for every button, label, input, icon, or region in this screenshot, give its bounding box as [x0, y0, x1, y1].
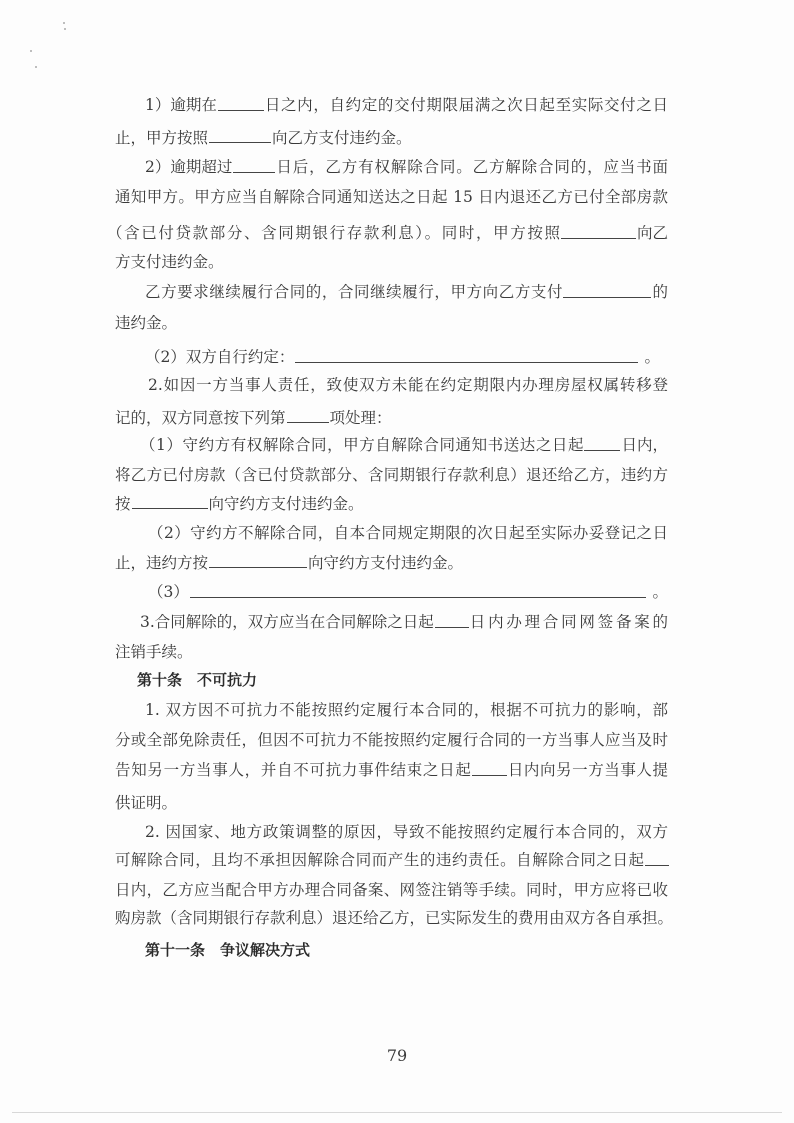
scan-speck — [35, 66, 37, 68]
fill-blank[interactable] — [561, 222, 636, 239]
line-text: 乙方要求继续履行合同的，合同继续履行，甲方向乙方支付 — [145, 283, 563, 301]
line-text: 向乙 — [636, 224, 668, 242]
line-text: 3.合同解除的，双方应当在合同解除之日起 — [140, 613, 434, 631]
line-text: 。 — [652, 583, 668, 601]
fill-blank[interactable] — [209, 551, 307, 568]
line-text: 向守约方支付违约金。 — [308, 554, 464, 572]
paragraph-line: 日内，乙方应当配合甲方办理合同备案、网签注销等手续。同时，甲方应将已收 — [115, 881, 668, 899]
line-text: 日内办理合同网签备案的 — [469, 613, 668, 631]
line-text: 按 — [115, 495, 131, 513]
paragraph-line: 注销手续。 — [115, 643, 193, 661]
paragraph-line — [115, 406, 392, 428]
line-text: 止，甲方按照 — [115, 129, 209, 147]
paragraph-line: 通知甲方。甲方应当自解除合同通知送达之日起 15 日内退还乙方已付全部房款 — [115, 188, 668, 206]
line-text: 止，违约方按 — [115, 554, 209, 572]
paragraph-line — [115, 551, 463, 573]
fill-blank[interactable] — [218, 94, 264, 111]
paragraph-line: 1. 双方因不可抗力不能按照约定履行本合同的，根据不可抗力的影响，部 — [145, 701, 668, 719]
line-text: 记的，双方同意按下列第 — [115, 409, 286, 427]
paragraph-line: 分或全部免除责任，但因不可抗力不能按照约定履行合同的一方当事人应当及时 — [115, 731, 668, 749]
line-text: 的 — [652, 283, 668, 301]
footer-rule — [12, 1112, 782, 1113]
line-text: 向守约方支付违约金。 — [208, 495, 364, 513]
scan-speck — [30, 50, 32, 52]
line-text: 告知另一方当事人，并自不可抗力事件结束之日起 — [115, 761, 471, 779]
paragraph-line — [107, 222, 668, 244]
paragraph-line — [115, 492, 364, 514]
paragraph-line: 购房款（含同期银行存款利息）退还给乙方，已实际发生的费用由双方各自承担。 — [115, 909, 674, 927]
fill-blank[interactable] — [190, 581, 647, 598]
paragraph-line — [115, 849, 670, 871]
line-text: 日之内，自约定的交付期限届满之次日起至实际交付之日 — [264, 96, 668, 114]
paragraph-line — [145, 346, 660, 368]
line-text: 可解除合同，且均不承担因解除合同而产生的违约责任。自解除合同之日起 — [115, 851, 644, 869]
scan-speck — [64, 28, 66, 30]
line-text: 日内， — [621, 436, 668, 454]
line-text: 向乙方支付违约金。 — [272, 129, 412, 147]
line-text: 项处理： — [329, 409, 392, 427]
paragraph-line — [115, 759, 668, 781]
paragraph-line — [145, 94, 668, 116]
paragraph-line: 供证明。 — [115, 794, 178, 812]
paragraph-line — [145, 281, 668, 303]
scan-speck — [63, 22, 65, 24]
paragraph-line: 方支付违约金。 — [115, 253, 224, 271]
line-text: 1）逾期在 — [145, 96, 217, 114]
line-text: 2）逾期超过 — [145, 158, 233, 176]
paragraph-line — [148, 581, 668, 603]
section-heading: 第十条 不可抗力 — [137, 671, 258, 689]
paragraph-line: 2.如因一方当事人责任，致使双方未能在约定期限内办理房屋权属转移登 — [148, 376, 668, 394]
line-text: （2）双方自行约定： — [145, 348, 295, 366]
line-text: 日后，乙方有权解除合同。乙方解除合同的，应当书面 — [276, 158, 668, 176]
paragraph-line: （2）守约方不解除合同，自本合同规定期限的次日起至实际办妥登记之日 — [148, 524, 668, 542]
line-text: （含已付贷款部分、含同期银行存款利息）。同时，甲方按照 — [107, 224, 560, 242]
paragraph-line: 将乙方已付房款（含已付贷款部分、含同期银行存款利息）退还给乙方，违约方 — [115, 466, 668, 484]
line-text: （1）守约方有权解除合同，甲方自解除合同通知书送达之日起 — [140, 436, 584, 454]
fill-blank[interactable] — [233, 156, 275, 173]
fill-blank[interactable] — [472, 759, 507, 776]
paragraph-line — [140, 434, 668, 456]
line-text: 日内向另一方当事人提 — [507, 761, 668, 779]
paragraph-line: 2. 因国家、地方政策调整的原因，导致不能按照约定履行本合同的，双方 — [145, 823, 668, 841]
line-text: （3） — [148, 583, 189, 601]
fill-blank[interactable] — [435, 611, 469, 628]
fill-blank[interactable] — [584, 434, 620, 451]
fill-blank[interactable] — [287, 406, 329, 423]
paragraph-line — [145, 156, 668, 178]
line-text: 。 — [644, 348, 660, 366]
paragraph-line — [115, 126, 412, 148]
fill-blank[interactable] — [645, 849, 669, 866]
fill-blank[interactable] — [132, 492, 208, 509]
paragraph-line — [140, 611, 668, 633]
page-number: 79 — [386, 1046, 408, 1065]
fill-blank[interactable] — [295, 346, 638, 363]
section-heading: 第十一条 争议解决方式 — [145, 941, 311, 959]
fill-blank[interactable] — [563, 281, 651, 298]
fill-blank[interactable] — [209, 126, 271, 143]
paragraph-line: 违约金。 — [115, 314, 178, 332]
